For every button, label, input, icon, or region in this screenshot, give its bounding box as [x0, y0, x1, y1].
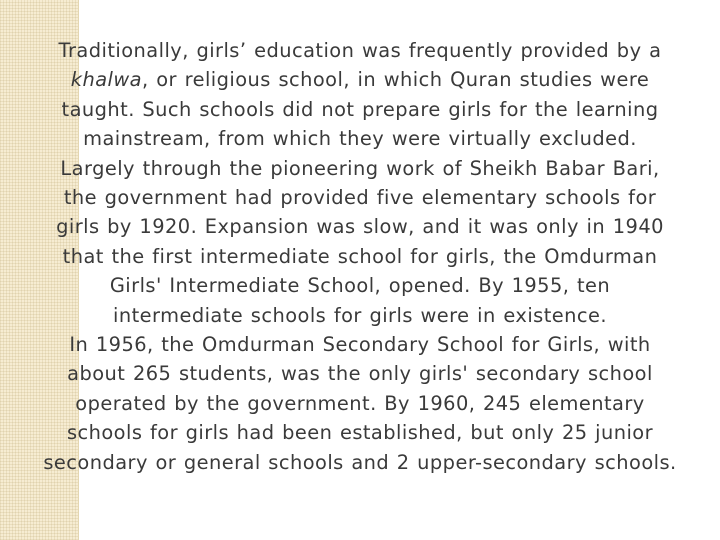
text-line — [14, 124, 706, 153]
text-run: girls by 1920. Expansion was slow, and it was only in 1940 — [56, 215, 664, 239]
text-run: Girls' Intermediate School, opened. By 1955, ten — [109, 274, 611, 298]
text-run: that the first intermediate school for girls, the Omdurman — [62, 244, 658, 268]
text-run: mainstream, from which they were virtually excluded. — [83, 127, 637, 151]
text-line — [14, 330, 706, 359]
text-run: about 265 students, was the only girls' secondary school — [67, 362, 653, 386]
text-run: the government had provided five elementary schools for — [63, 186, 657, 210]
text-run: Traditionally, girls’ education was frequently provided by a — [58, 39, 662, 62]
text-run: , or religious school, in which Quran studies were — [142, 68, 650, 92]
text-run: secondary or general schools and 2 upper-secondary schools. — [43, 450, 677, 474]
text-run: intermediate schools for girls were in existence. — [113, 303, 607, 327]
text-line — [14, 65, 706, 94]
text-run: Largely through the pioneering work of Sheikh Babar Bari, — [60, 156, 660, 180]
text-run: taught. Such schools did not prepare girls for the learning — [61, 97, 659, 121]
text-line — [14, 359, 706, 388]
text-line — [14, 212, 706, 241]
text-line — [14, 418, 706, 447]
text-run: In 1956, the Omdurman Secondary School for Girls, with — [69, 333, 651, 357]
text-line — [14, 36, 706, 65]
text-line — [14, 271, 706, 300]
text-line — [14, 154, 706, 183]
text-line — [14, 448, 706, 477]
body-paragraph — [14, 36, 706, 477]
text-line — [14, 389, 706, 418]
italic-term: khalwa — [70, 68, 143, 92]
text-line — [14, 183, 706, 212]
text-line — [14, 242, 706, 271]
text-line — [14, 301, 706, 330]
text-run: schools for girls had been established, but only 25 junior — [66, 421, 654, 445]
text-line — [14, 95, 706, 124]
text-run: operated by the government. By 1960, 245 elementary — [75, 391, 645, 415]
